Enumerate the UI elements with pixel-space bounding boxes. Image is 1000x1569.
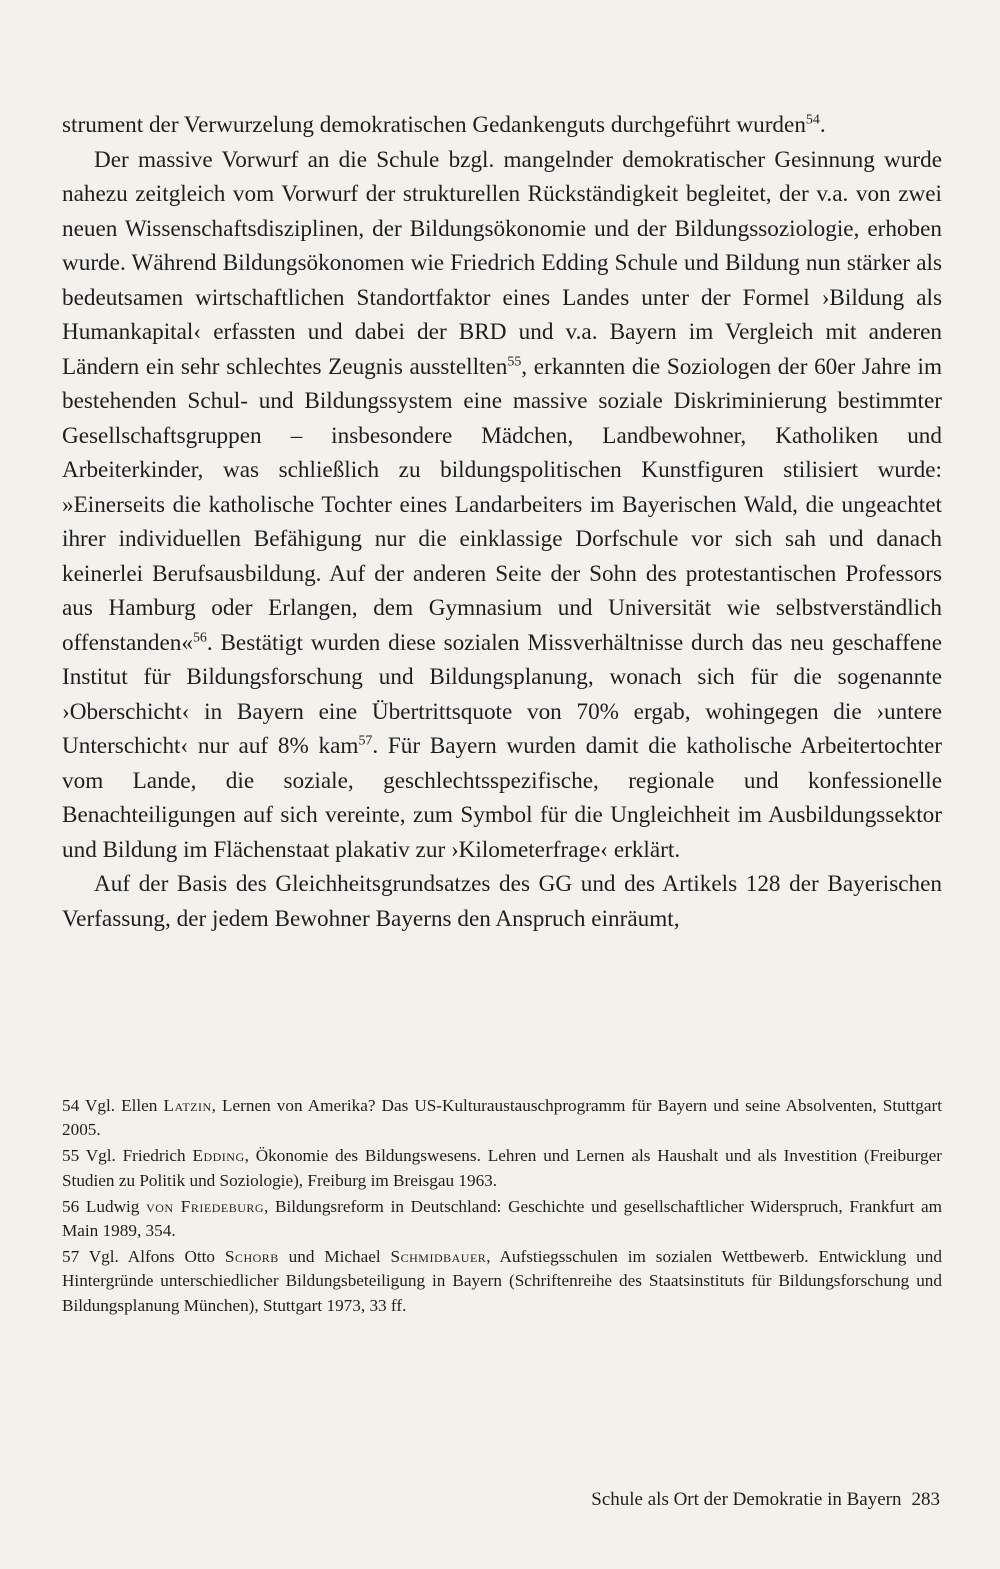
footnote-number: 54 [62,1096,85,1115]
footnote-number: 56 [62,1196,86,1216]
footnote-number: 55 [62,1146,86,1166]
paragraph: strument der Verwurzelung demokratischen Gedankenguts durchgeführt wurden$^{54}$. [62,112,826,138]
paragraph: Der massive Vorwurf an die Schule bzgl. mangelnder demokratischer Gesinnung wurde nahezu zeitgleich vom Vorwurf der strukturellen Rückständigkeit begleitet, der v.a. von zwei neuen Wissenschaftsdisziplinen, der Bildungsökonomie und der Bildungssoziologie, erhoben wurde. Während Bildungsökonomen wie Friedrich Edding Schule und Bildung nun stärker als bedeutsamen wirtschaftlichen Standortfaktor eines Landes unter der Formel ›Bildung als Humankapital‹ erfassten und dabei der BRD und v.a. Bayern im Vergleich mit anderen Ländern ein sehr schlechtes Zeugnis ausstellten$^{55}$, erkannten die Soziologen der 60er Jahre im bestehenden Schul- und Bildungssystem eine massive soziale Diskriminierung bestimmter Gesellschaftsgruppen – insbesondere Mädchen, Landbewohner, Katholiken und Arbeiterkinder, was schließlich zu bildungspolitischen Kunstfiguren stilisiert wurde: »Einerseits die katholische Tochter eines Landarbeiters im Bayerischen Wald, die ungeachtet ihrer individuellen Befähigung nur die einklassige Dorfschule vor sich sah und danach keinerlei Berufsausbildung. Auf der anderen Seite der Sohn des protestantischen Professors aus Hamburg oder Erlangen, dem Gymnasium und Universität wie selbstverständlich offenstanden«$^{56}$. Bestätigt wurden diese sozialen Missverhältnisse durch das neu geschaffene Institut für Bildungsforschung und Bildungsplanung, wonach sich für die sogenannte ›Oberschicht‹ in Bayern eine Übertrittsquote von 70% ergab, wohingegen die ›untere Unterschicht‹ nur auf 8% kam$^{57}$. Für Bayern wurden damit die katholische Arbeitertochter vom Lande, die soziale, geschlechtsspezifische, regionale und konfessionelle Benachteiligungen auf sich vereinte, zum Symbol für die Ungleichheit im Ausbildungssektor und Bildung im Flächenstaat plakativ zur ›Kilometerfrage‹ erklärt. [62,146,942,863]
paragraph: Auf der Basis des Gleichheitsgrundsatzes des GG und des Artikels 128 der Bayerischen Verfassung, der jedem Bewohner Bayerns den Anspruch einräumt, [62,871,942,932]
footnote-text: Vgl. Alfons Otto Schorb und Michael Schmidbauer, Aufstiegsschulen im sozialen Wettbewerb. Entwicklung und Hintergründe unterschiedlicher Bildungsbeteiligung in Bayern (Schriftenreihe des Staatsinstituts für Bildungsforschung und Bildungsplanung München), Stuttgart 1973, 33 ff. [62,1247,942,1315]
page-footer [591,1489,940,1511]
footnote [62,1245,942,1318]
page-body [62,108,942,936]
footnote-number: 57 [62,1247,89,1267]
footnote-text: Vgl. Ellen Latzin, Lernen von Amerika? Das US-Kulturaustauschprogramm für Bayern und seine Absolventen, Stuttgart 2005. [62,1096,942,1140]
page-number: 283 [911,1489,940,1510]
footnote-text: Ludwig von Friedeburg, Bildungsreform in Deutschland: Geschichte und gesellschaftlicher Widerspruch, Frankfurt am Main 1989, 354. [62,1196,942,1241]
footnote [62,1094,942,1142]
footnote [62,1144,942,1192]
footnote [62,1195,942,1243]
footnotes [62,1094,942,1320]
running-title: Schule als Ort der Demokratie in Bayern [591,1489,902,1510]
main-text [62,108,942,936]
footnote-text: Vgl. Friedrich Edding, Ökonomie des Bildungswesens. Lehren und Lernen als Haushalt und als Investition (Freiburger Studien zu Politik und Soziologie), Freiburg im Breisgau 1963. [62,1146,942,1190]
